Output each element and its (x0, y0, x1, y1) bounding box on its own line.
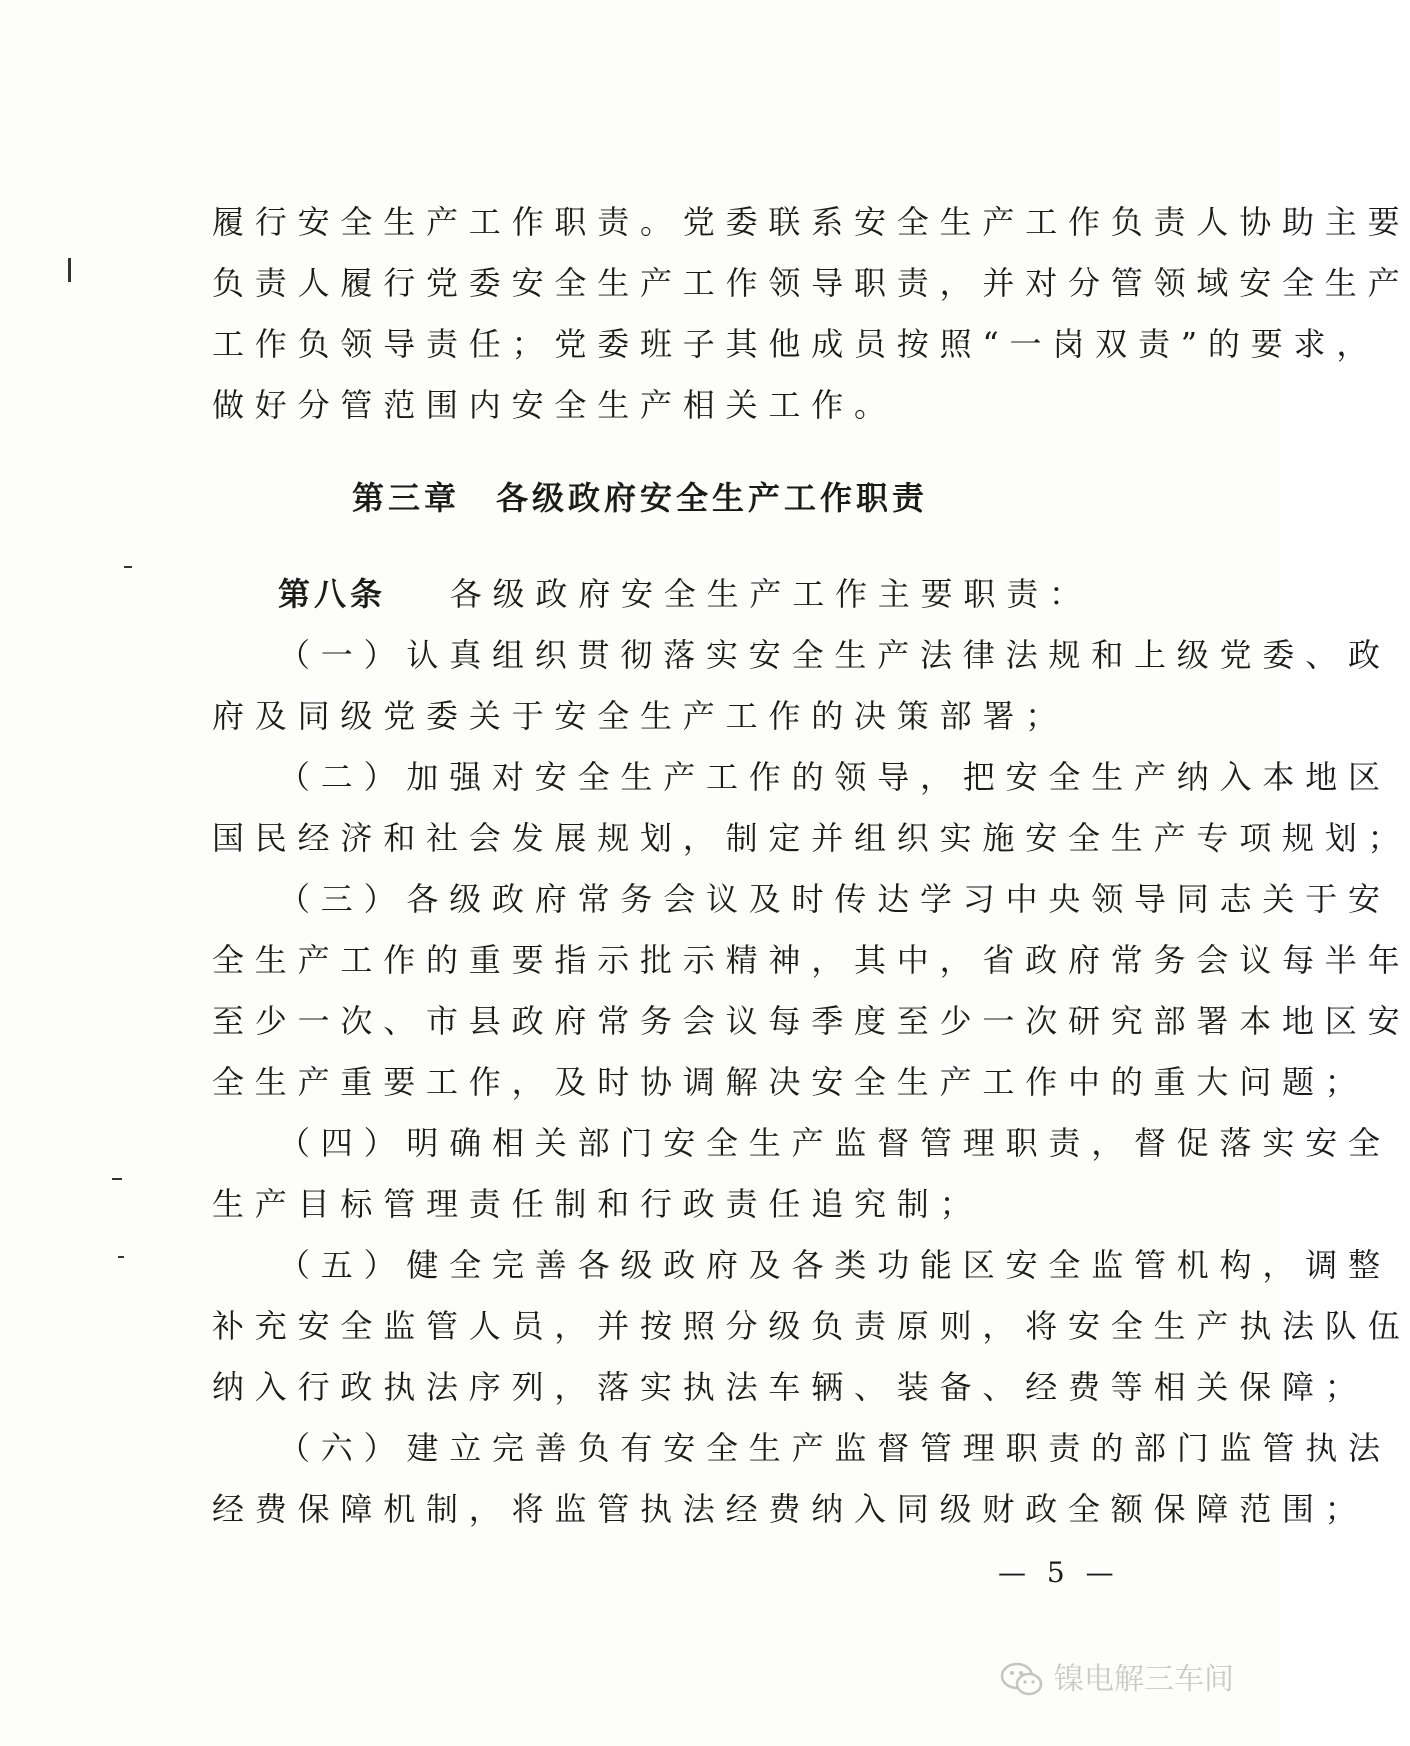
item-line: （三）各级政府常务会议及时传达学习中央领导同志关于安 (278, 880, 1391, 918)
item-line: 全生产重要工作，及时协调解决安全生产工作中的重大问题； (212, 1063, 1368, 1101)
item-line: （一）认真组织贯彻落实安全生产法律法规和上级党委、政 (278, 636, 1391, 674)
article-text: 各级政府安全生产工作主要职责： (449, 575, 1092, 613)
article-label: 第八条 (278, 575, 387, 613)
scan-mark (118, 1256, 124, 1258)
watermark (1000, 1660, 1234, 1700)
scan-mark (68, 258, 71, 282)
scan-mark (124, 566, 132, 568)
body-line: 做好分管范围内安全生产相关工作。 (212, 386, 897, 424)
item-line: 经费保障机制，将监管执法经费纳入同级财政全额保障范围； (212, 1490, 1368, 1528)
wechat-icon (1000, 1662, 1044, 1698)
item-line: （二）加强对安全生产工作的领导，把安全生产纳入本地区 (278, 758, 1391, 796)
item-line: （六）建立完善负有安全生产监督管理职责的部门监管执法 (278, 1429, 1391, 1467)
scan-mark (112, 1178, 122, 1180)
item-line: 补充安全监管人员，并按照分级负责原则，将安全生产执法队伍 (212, 1307, 1410, 1345)
item-line: （五）健全完善各级政府及各类功能区安全监管机构，调整 (278, 1246, 1391, 1284)
chapter-title: 第三章 各级政府安全生产工作职责 (351, 479, 928, 517)
item-line: （四）明确相关部门安全生产监督管理职责，督促落实安全 (278, 1124, 1391, 1162)
body-line: 履行安全生产工作职责。党委联系安全生产工作负责人协助主要 (212, 203, 1410, 241)
item-line: 至少一次、市县政府常务会议每季度至少一次研究部署本地区安 (212, 1002, 1410, 1040)
watermark-text: 镍电解三车间 (1054, 1662, 1234, 1697)
item-line: 全生产工作的重要指示批示精神，其中，省政府常务会议每半年 (212, 941, 1410, 979)
page-number: — 5 — (998, 1556, 1120, 1589)
body-line: 工作负领导责任；党委班子其他成员按照“一岗双责”的要求， (212, 325, 1380, 363)
item-line: 府及同级党委关于安全生产工作的决策部署； (212, 697, 1069, 735)
item-line: 纳入行政执法序列，落实执法车辆、装备、经费等相关保障； (212, 1368, 1368, 1406)
item-line: 生产目标管理责任制和行政责任追究制； (212, 1185, 983, 1223)
item-line: 国民经济和社会发展规划，制定并组织实施安全生产专项规划； (212, 819, 1410, 857)
body-line: 负责人履行党委安全生产工作领导职责，并对分管领域安全生产 (212, 264, 1410, 302)
article-line (278, 574, 1132, 614)
